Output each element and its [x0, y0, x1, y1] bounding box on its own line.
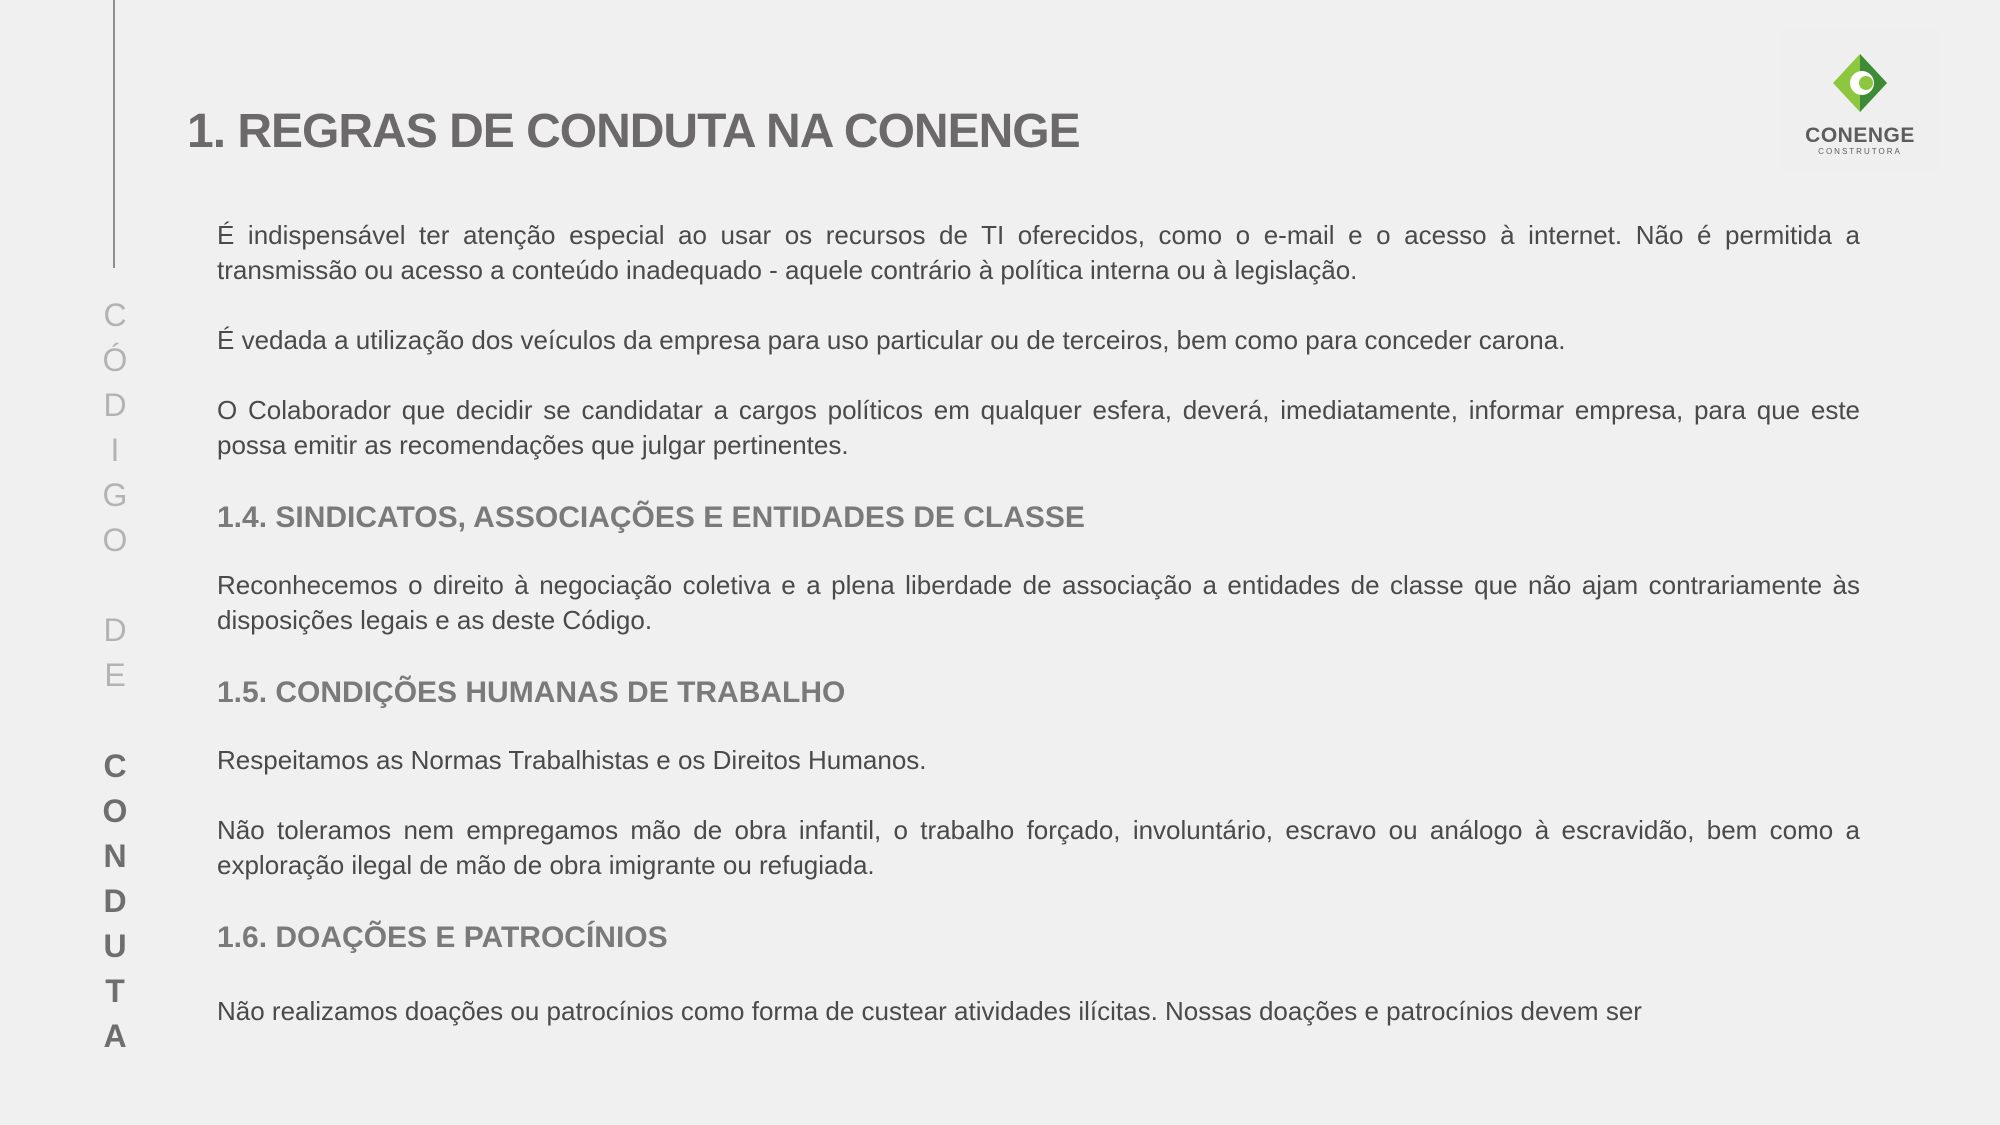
sidebar-letter: C	[103, 297, 127, 333]
sidebar-letter: D	[103, 387, 127, 423]
sidebar-letter: T	[105, 973, 125, 1009]
sidebar-letter: G	[102, 477, 128, 513]
logo-inner-circle	[1859, 76, 1873, 90]
sidebar-letter: I	[110, 432, 120, 468]
sidebar-letter: O	[102, 793, 128, 829]
paragraph-labor-rights: Respeitamos as Normas Trabalhistas e os Direitos Humanos.	[217, 745, 927, 775]
sidebar-letter: Ó	[102, 342, 128, 378]
sidebar-vertical-text-codigo-de	[90, 293, 140, 698]
paragraph-political-candidacy: O Colaborador que decidir se candidatar a cargos políticos em qualquer esfera, deverá, imediatamente, informar empresa, para que este possa emitir as recomendações que julgar pertinentes.	[217, 395, 1860, 460]
section-heading-1-5: 1.5. CONDIÇÕES HUMANAS DE TRABALHO	[217, 676, 846, 709]
sidebar-letter: N	[103, 838, 127, 874]
sidebar-letter: D	[103, 883, 127, 919]
paragraph-child-labor: Não toleramos nem empregamos mão de obra infantil, o trabalho forçado, involuntário, escravo ou análogo à escravidão, bem como a exploração ilegal de mão de obra imigrante ou refugiada.	[217, 815, 1860, 880]
logo-subtitle: CONSTRUTORA	[1818, 147, 1902, 156]
sidebar-letter: D	[103, 612, 127, 648]
sidebar-letter: U	[103, 928, 127, 964]
sidebar-letter: C	[103, 748, 127, 784]
sidebar-letter-spacer	[90, 563, 140, 608]
document-body	[217, 218, 1860, 1029]
section-heading-1-6: 1.6. DOAÇÕES E PATROCÍNIOS	[217, 921, 668, 954]
sidebar-divider-line	[113, 0, 115, 268]
sidebar-letter: O	[102, 522, 128, 558]
page-title: 1. REGRAS DE CONDUTA NA CONENGE	[187, 105, 1080, 158]
sidebar-letter: E	[104, 657, 126, 693]
paragraph-donations: Não realizamos doações ou patrocínios como forma de custear atividades ilícitas. Nossas doações e patrocínios devem ser	[217, 996, 1642, 1026]
sidebar-vertical-text-conduta	[90, 744, 140, 1059]
section-heading-1-4: 1.4. SINDICATOS, ASSOCIAÇÕES E ENTIDADES DE CLASSE	[217, 501, 1085, 534]
conenge-logo	[1779, 30, 1941, 170]
sidebar-letter: A	[103, 1018, 127, 1054]
paragraph-it-resources: É indispensável ter atenção especial ao usar os recursos de TI oferecidos, como o e-mail e o acesso à internet. Não é permitida a transmissão ou acesso a conteúdo inadequado - aquele contrário à política interna ou à legislação.	[217, 220, 1860, 285]
conenge-diamond-icon	[1829, 50, 1891, 120]
logo-wordmark: CONENGE	[1805, 124, 1915, 147]
paragraph-vehicles: É vedada a utilização dos veículos da empresa para uso particular ou de terceiros, bem como para conceder carona.	[217, 325, 1566, 355]
paragraph-unions: Reconhecemos o direito à negociação coletiva e a plena liberdade de associação a entidades de classe que não ajam contrariamente às disposições legais e as deste Código.	[217, 570, 1860, 635]
